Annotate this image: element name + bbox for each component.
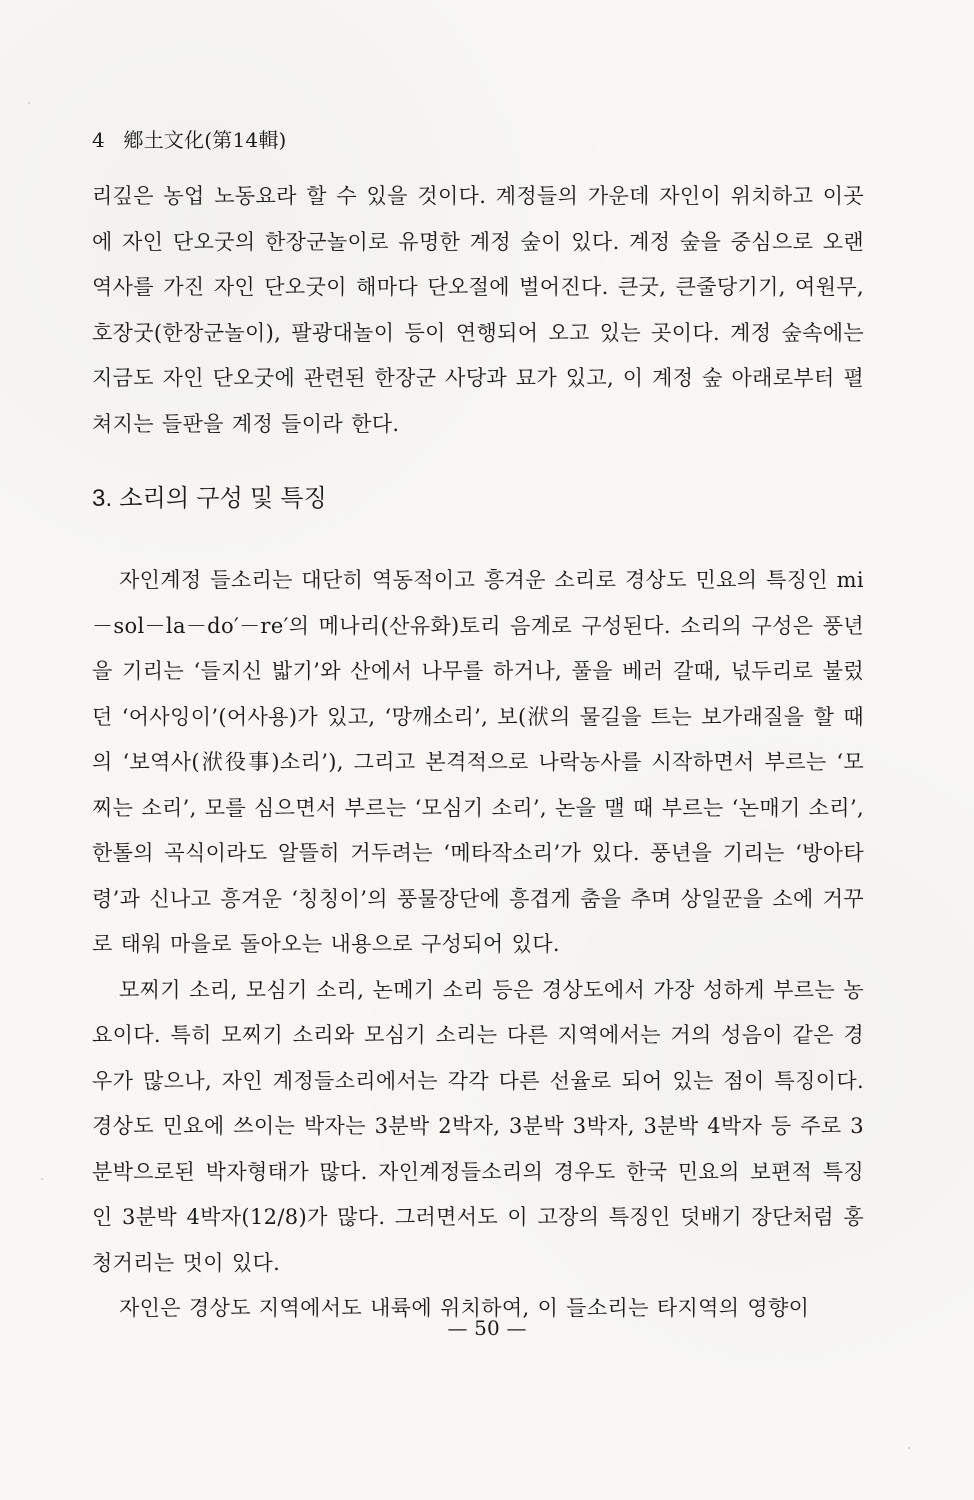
paragraph-2: 모찌기 소리, 모심기 소리, 논메기 소리 등은 경상도에서 가장 성하게 부르는 농요이다. 특히 모찌기 소리와 모심기 소리는 다른 지역에서는 거의 성음이 같은 경우가 많으나, 자인 계정들소리에서는 각각 다른 선율로 되어 있는 점이 특징이다. 경상도 민요에 쓰이는 박자는 3분박 2박자, 3분박 3박자, 3분박 4박자 등 주로 3분박으로된 박자형태가 많다. 자인계정들소리의 경우도 한국 민요의 보편적 특징인 3분박 4박자(12/8)가 많다. 그러면서도 이 고장의 특징인 덧배기 장단처럼 홍청거리는 멋이 있다. [92, 977, 864, 1275]
paragraph-3: 자인은 경상도 지역에서도 내륙에 위치하여, 이 들소리는 타지역의 영향이 [119, 1296, 810, 1320]
scan-speck [41, 1178, 43, 1180]
journal-title: 鄕土文化(第14輯) [123, 128, 287, 152]
paragraph-1: 자인계정 들소리는 대단히 역동적이고 흥겨운 소리로 경상도 민요의 특징인 mi－sol－la－do′－re′의 메나리(산유화)토리 음계로 구성된다. 소리의 구성은 풍년을 기리는 ‘들지신 밟기’와 산에서 나무를 하거나, 풀을 베러 갈때, 넋두리로 불렀던 ‘어사잉이’(어사용)가 있고, ‘망깨소리’, 보(洑의 물길을 트는 보가래질을 할 때의 ‘보역사(洑役事)소리’), 그리고 본격적으로 나락농사를 시작하면서 부르는 ‘모찌는 소리’, 모를 심으면서 부르는 ‘모심기 소리’, 논을 맬 때 부르는 ‘논매기 소리’, 한톨의 곡식이라도 알뜰히 거두려는 ‘메타작소리’가 있다. 풍년을 기리는 ‘방아타령’과 신나고 흥겨운 ‘칭칭이’의 풍물장단에 흥겹게 춤을 추며 상일꾼을 소에 거꾸로 태워 마을로 돌아오는 내용으로 구성되어 있다. [92, 568, 864, 956]
scan-speck [28, 102, 30, 104]
running-header [92, 126, 287, 154]
main-text [92, 174, 864, 1332]
header-page-number: 4 [92, 128, 105, 152]
scan-speck [908, 1447, 910, 1449]
section-heading: 3. 소리의 구성 및 특징 [92, 485, 327, 512]
page-folio: — 50 — [447, 1316, 527, 1340]
intro-paragraph: 리깊은 농업 노동요라 할 수 있을 것이다. 계정들의 가운데 자인이 위치하고 이곳에 자인 단오굿의 한장군놀이로 유명한 계정 숲이 있다. 계정 숲을 중심으로 오랜 역사를 가진 자인 단오굿이 해마다 단오절에 벌어진다. 큰굿, 큰줄당기기, 여원무, 호장굿(한장군놀이), 팔광대놀이 등이 연행되어 오고 있는 곳이다. 계정 숲속에는 지금도 자인 단오굿에 관련된 한장군 사당과 묘가 있고, 이 계정 숲 아래로부터 펼쳐지는 들판을 계정 들이라 한다. [92, 184, 864, 436]
